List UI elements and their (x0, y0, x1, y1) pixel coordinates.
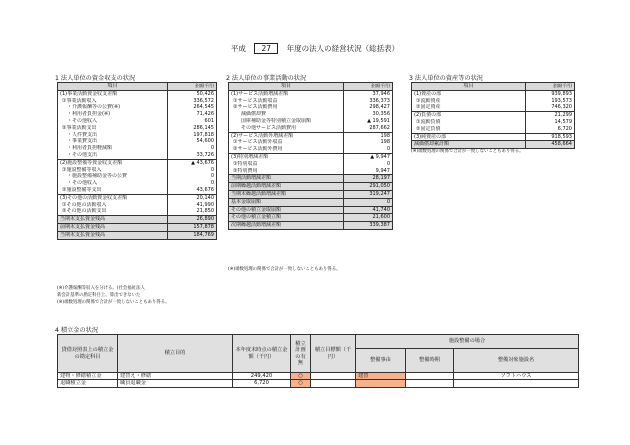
row-value: 71,426 (168, 111, 217, 118)
row-value: 319,247 (344, 190, 393, 198)
row-value: ▲ 9,947 (344, 153, 393, 160)
row-value: 9,947 (344, 168, 393, 175)
row-label: ②施設整備等支出 (58, 187, 168, 194)
row-value: 286,145 (168, 125, 217, 132)
year-box: 27 (254, 43, 278, 54)
table-row (58, 167, 217, 174)
table-row (58, 138, 217, 145)
reserve-facility (454, 380, 579, 387)
table-row (58, 152, 217, 159)
row-label: ①その他の活動収入 (58, 202, 168, 209)
col-item: 項目 (58, 83, 168, 91)
row-value: 0 (168, 167, 217, 174)
th-target: 積立目標額（千円） (311, 335, 356, 373)
table-row (412, 119, 575, 126)
row-label: 当期末繰越活動増減差額 (229, 190, 344, 198)
reserve-balance: 249,420 (233, 373, 291, 380)
row-value: 746,320 (526, 104, 575, 111)
row-label: (1)サービス活動増減差額 (229, 90, 344, 97)
row-value: ▲ 43,676 (168, 159, 217, 166)
row-value: 0 (344, 146, 393, 153)
table-row (58, 173, 217, 180)
reserve-reason (356, 380, 406, 387)
row-label: ・利用者負担軽減額 (58, 145, 168, 152)
reserve-facility: ソフトハウス (454, 373, 579, 380)
row-value: 184,769 (168, 231, 217, 239)
row-label: ①特別収益 (229, 161, 344, 168)
row-value: 21,299 (526, 112, 575, 119)
table-row (58, 111, 217, 118)
row-value: 198 (344, 132, 393, 139)
plan-mark: ○ (291, 373, 311, 380)
row-label: その他サービス活動費用 (229, 125, 344, 132)
s3-note: (※)端数処理の関係で合計が一致しないこともあり得る。 (411, 149, 524, 154)
section4-heading: 4 積立金の状況 (55, 327, 99, 334)
row-label: (3)特別増減差額 (229, 153, 344, 160)
row-label: その他の積立金取崩額 (229, 206, 344, 214)
table-row (412, 126, 575, 133)
row-label: (1)事業活動資金収支差額 (58, 90, 168, 97)
row-value: 336,572 (168, 98, 217, 105)
row-value: 601 (168, 118, 217, 125)
reserve-purpose: 建替え・修繕 (118, 373, 233, 380)
table-row (58, 145, 217, 152)
reserve-table (57, 334, 579, 388)
section2-heading: 2 法人単位の事業活動の状況 (226, 75, 307, 82)
row-label: ①流動資産 (412, 98, 526, 105)
table-row (229, 139, 393, 146)
col-item: 項目 (229, 83, 344, 91)
row-value: ▲ 19,591 (344, 118, 393, 125)
row-value: 458,664 (526, 141, 575, 149)
row-label: ①施設整備等収入 (58, 167, 168, 174)
table-row (229, 104, 393, 111)
row-value: 287,662 (344, 125, 393, 132)
th-timing: 整備時期 (406, 349, 454, 373)
table-row (229, 183, 393, 191)
section3-heading: 3 法人単位の資産等の状況 (409, 75, 483, 82)
row-label: 当期活動増減差額 (229, 175, 344, 183)
table-row (58, 231, 217, 239)
row-value: 0 (344, 161, 393, 168)
row-label: ①事業活動収入 (58, 98, 168, 105)
row-label: (3)その他の活動資金収支差額 (58, 194, 168, 201)
table-row (412, 90, 575, 97)
row-label: 国庫補助金等特別積立金取崩額 (229, 118, 344, 125)
table-row (412, 141, 575, 149)
row-value: 336,373 (344, 98, 393, 105)
table-row (229, 198, 393, 206)
col-item: 項目 (412, 83, 526, 91)
row-label: ①サービス活動外収益 (229, 139, 344, 146)
row-value: 28,197 (344, 175, 393, 183)
row-value: 198 (344, 139, 393, 146)
title-text: 年度の法人の経営状況（総括表） (286, 44, 400, 53)
row-value: 264,545 (168, 104, 217, 111)
row-label: ・その他支出 (58, 152, 168, 159)
row-label: 減価償却累計額 (412, 141, 526, 149)
row-value: 6,720 (526, 126, 575, 133)
col-amount: 金額(千円) (526, 83, 575, 91)
table-row (58, 98, 217, 105)
cashflow-table (57, 82, 217, 240)
reserve-purpose: 職員退職金 (118, 380, 233, 387)
row-value: 0 (344, 198, 393, 206)
row-value: 291,050 (344, 183, 393, 191)
th-facility: 施設整備の場合 (356, 335, 579, 349)
row-label: ・人件費支出 (58, 132, 168, 139)
th-reason: 整備事由 (356, 349, 406, 373)
row-label: (2)サービス活動外増減差額 (229, 132, 344, 139)
th-plan: 積立計画の有無 (291, 335, 311, 373)
row-label: (2)施設整備等資金収支差額 (58, 159, 168, 166)
row-value: 30,356 (344, 111, 393, 118)
reserve-target (311, 380, 356, 387)
row-value: 298,427 (344, 104, 393, 111)
row-label: ・介護報酬等の公費(※) (58, 104, 168, 111)
row-label: ②その他の活動支出 (58, 208, 168, 215)
row-label: 基本金取崩額 (229, 198, 344, 206)
row-label: 減価償却費 (229, 111, 344, 118)
table-row (229, 214, 393, 222)
row-label: ・施設整備補助金等の公費 (58, 173, 168, 180)
row-value: 50,426 (168, 90, 217, 97)
row-label: ②事業活動支出 (58, 125, 168, 132)
row-value: 41,990 (168, 202, 217, 209)
table-row (58, 208, 217, 215)
era-label: 平成 (230, 44, 246, 53)
col-amount: 金額(千円) (168, 83, 217, 91)
row-label: 次期繰越活動増減差額 (229, 222, 344, 230)
th-balance: 本年度末時点の積立金額（千円） (233, 335, 291, 373)
row-label: 前期末支払資金残高 (58, 223, 168, 231)
table-row (58, 104, 217, 111)
row-label: 当期末支払資金残高 (58, 216, 168, 224)
table-row (58, 202, 217, 209)
table-row (229, 132, 393, 139)
row-label: ①流動負債 (412, 119, 526, 126)
table-row (229, 98, 393, 105)
table-row (229, 168, 393, 175)
table-row (229, 222, 393, 230)
reserve-name: 退職積立金 (58, 380, 118, 387)
table-row (58, 118, 217, 125)
table-row (229, 111, 393, 118)
row-value: 0 (168, 145, 217, 152)
row-value: 0 (168, 180, 217, 187)
s1-note-1: (※)介護報酬等収入を分ける。(社会福祉法人 (57, 286, 145, 291)
table-row (412, 98, 575, 105)
row-label: その他の積立金積立額 (229, 214, 344, 222)
col-amount: 金額(千円) (344, 83, 393, 91)
table-row (229, 125, 393, 132)
table-row (412, 133, 575, 141)
row-label: ②固定負債 (412, 126, 526, 133)
row-value: 939,893 (526, 90, 575, 97)
row-value: 21,850 (168, 208, 217, 215)
s1-note-2: 新会計基準の勘定科目上、算出できないた (57, 293, 141, 298)
row-label: ・事業費支出 (58, 138, 168, 145)
row-value: 26,890 (168, 216, 217, 224)
th-account: 貸借対照表上の積立金の勘定科目 (58, 335, 118, 373)
row-label: (3)純資産の部 (412, 133, 526, 141)
row-value: 43,676 (168, 187, 217, 194)
row-label: (1)資産の部 (412, 90, 526, 97)
reserve-timing (406, 373, 454, 380)
row-value: 54,600 (168, 138, 217, 145)
s1-note-3: (※)端数処理の関係で合計が一致しないこともあり得る。 (57, 300, 170, 305)
table-row (229, 118, 393, 125)
reserve-name: 建物・修繕積立金 (58, 373, 118, 380)
reserve-reason: 建替 (356, 373, 406, 380)
table-row (412, 112, 575, 119)
table-row (58, 125, 217, 132)
activity-table (228, 82, 393, 230)
row-label: ②特別費用 (229, 168, 344, 175)
row-value: 193,573 (526, 98, 575, 105)
table-row (58, 159, 217, 166)
plan-mark: ○ (291, 380, 311, 387)
row-value: 33,726 (168, 152, 217, 159)
row-value: 14,579 (526, 119, 575, 126)
row-value: 0 (168, 173, 217, 180)
row-value: 21,600 (344, 214, 393, 222)
table-row (58, 90, 217, 97)
table-row (229, 190, 393, 198)
reserve-target (311, 373, 356, 380)
row-label: ②サービス活動費用 (229, 104, 344, 111)
row-label: ①サービス活動収益 (229, 98, 344, 105)
table-row (229, 90, 393, 97)
row-label: ②サービス活動外費用 (229, 146, 344, 153)
row-value: 157,878 (168, 223, 217, 231)
table-row (412, 104, 575, 111)
th-target-facility: 整備対象施設名 (454, 349, 579, 373)
table-row (229, 146, 393, 153)
table-row (229, 161, 393, 168)
reserve-balance: 6,720 (233, 380, 291, 387)
table-row (58, 132, 217, 139)
row-value: 41,740 (344, 206, 393, 214)
row-value: 37,946 (344, 90, 393, 97)
s2-note: (※)端数処理の関係で合計が一致しないこともあり得る。 (228, 267, 341, 272)
row-label: ・利用者負担金(※) (58, 111, 168, 118)
reserve-row (58, 373, 579, 380)
row-value: 20,140 (168, 194, 217, 201)
table-row (58, 216, 217, 224)
reserve-row (58, 380, 579, 387)
row-label: 当期末支払資金残高 (58, 231, 168, 239)
assets-table (411, 82, 575, 149)
row-value: 197,818 (168, 132, 217, 139)
row-value: 918,593 (526, 133, 575, 141)
table-row (58, 187, 217, 194)
row-label: ・その他収入 (58, 118, 168, 125)
row-label: ②固定資産 (412, 104, 526, 111)
table-row (58, 223, 217, 231)
section1-heading: 1 法人単位の資金収支の状況 (55, 75, 136, 82)
table-row (229, 206, 393, 214)
reserve-timing (406, 380, 454, 387)
table-row (58, 180, 217, 187)
table-row (229, 175, 393, 183)
row-label: (2)負債の部 (412, 112, 526, 119)
row-label: 前期繰越活動増減差額 (229, 183, 344, 191)
th-purpose: 積立目的 (118, 335, 233, 373)
row-label: ・その他収入 (58, 180, 168, 187)
row-value: 339,387 (344, 222, 393, 230)
table-row (58, 194, 217, 201)
report-title (0, 43, 630, 54)
table-row (229, 153, 393, 160)
